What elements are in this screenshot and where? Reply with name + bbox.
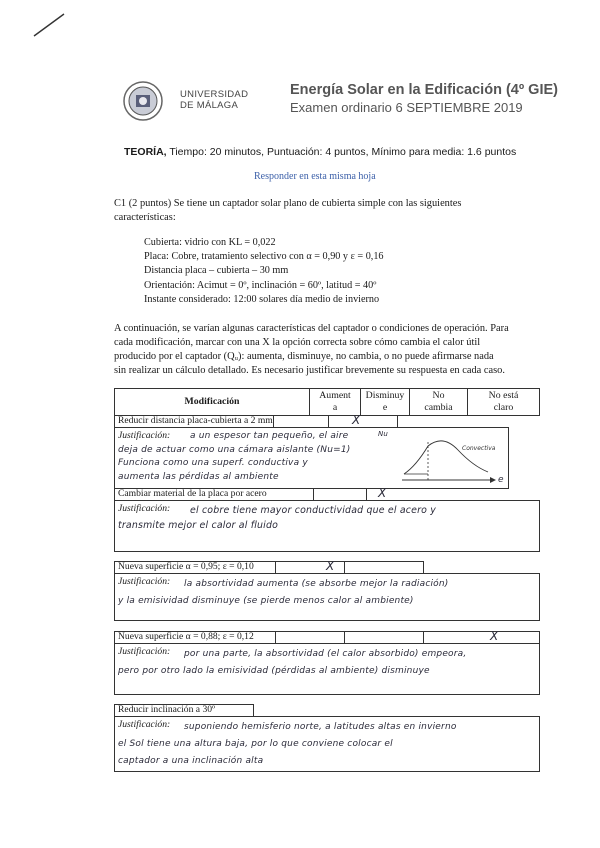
characteristic-item: Distancia placa – cubierta – 30 mm [144,265,289,277]
row-label: Reducir inclinación a 30º [118,704,216,715]
x-mark: X [490,629,499,643]
x-mark: X [378,486,387,500]
sketch-label-nu: Nu [378,430,389,438]
justification-label: Justificación: [118,503,171,514]
row-label: Reducir distancia placa-cubierta a 2 mm [118,415,273,426]
x-mark: X [352,413,361,427]
justification-label: Justificación: [118,430,171,441]
header-decreases: Disminuy e [360,388,410,416]
handwritten-answer: por una parte, la absortividad (el calor absorbido) empeora, pero por otro lado la emisividad (pérdidas al ambiente) disminuye [118,649,467,676]
nusselt-sketch [398,430,498,490]
header-unclear: No está claro [467,388,540,416]
course-title: Energía Solar en la Edificación (4º GIE) [290,82,558,98]
header-modification: Modificación [114,388,310,416]
answer-here-note: Responder en esta misma hoja [254,171,376,182]
instructions: A continuación, se varían algunas características del captador o condiciones de operación. Para cada modificación, marcar con una X la opción correcta sobre cómo cambia el calor útil producido por el captador (Qᵤ): aumenta, disminuye, no cambia, o no puede afirmarse nada sin realizar un cálculo detallado. Es necesario justificar brevemente su respuesta en cada caso. [114,323,509,376]
characteristic-item: Orientación: Acimut = 0º, inclinación = 60º, latitud = 40º [144,279,377,291]
characteristic-item: Cubierta: vidrio con KL = 0,022 [144,237,276,248]
sketch-axis-label: e [498,475,504,485]
justification-label: Justificación: [118,719,171,730]
exam-subtitle: Examen ordinario 6 SEPTIEMBRE 2019 [290,100,523,115]
handwritten-answer: la absortividad aumenta (se absorbe mejor la radiación) y la emisividad disminuye (se pierde menos calor al ambiente) [118,579,449,606]
question-intro: C1 (2 puntos) Se tiene un captador solar plano de cubierta simple con las siguientes características: [114,198,462,223]
justification-label: Justificación: [118,576,171,587]
theory-line: TEORÍA, Tiempo: 20 minutos, Puntuación: 4 puntos, Mínimo para media: 1.6 puntos [124,146,517,158]
header-no-change: No cambia [409,388,468,416]
x-mark: X [326,559,335,573]
characteristic-item: Instante considerado: 12:00 solares día medio de invierno [144,293,380,305]
row-label: Cambiar material de la placa por acero [118,488,267,499]
svg-text:Convectiva: Convectiva [462,445,496,452]
handwritten-answer: suponiendo hemisferio norte, a latitudes altas en invierno el Sol tiene una altura baja, por lo que conviene colocar el captador a una inclinación alta [118,722,457,766]
header-increases: Aument a [309,388,361,416]
characteristic-item: Placa: Cobre, tratamiento selectivo con α = 0,90 y ε = 0,16 [144,251,384,263]
handwritten-answer: el cobre tiene mayor conductividad que el acero y transmite mejor el calor al fluido [118,505,437,531]
row-label: Nueva superficie α = 0,88; ε = 0,12 [118,631,254,642]
handwritten-answer: a un espesor tan pequeño, el aire deja de actuar como una cámara aislante (Nu=1) Funciona como una superf. conductiva y aumenta las pérdidas al ambiente [118,431,351,482]
justification-label: Justificación: [118,646,171,657]
row-label: Nueva superficie α = 0,95; ε = 0,10 [118,561,254,572]
university-name: UNIVERSIDAD DE MÁLAGA [180,89,249,111]
